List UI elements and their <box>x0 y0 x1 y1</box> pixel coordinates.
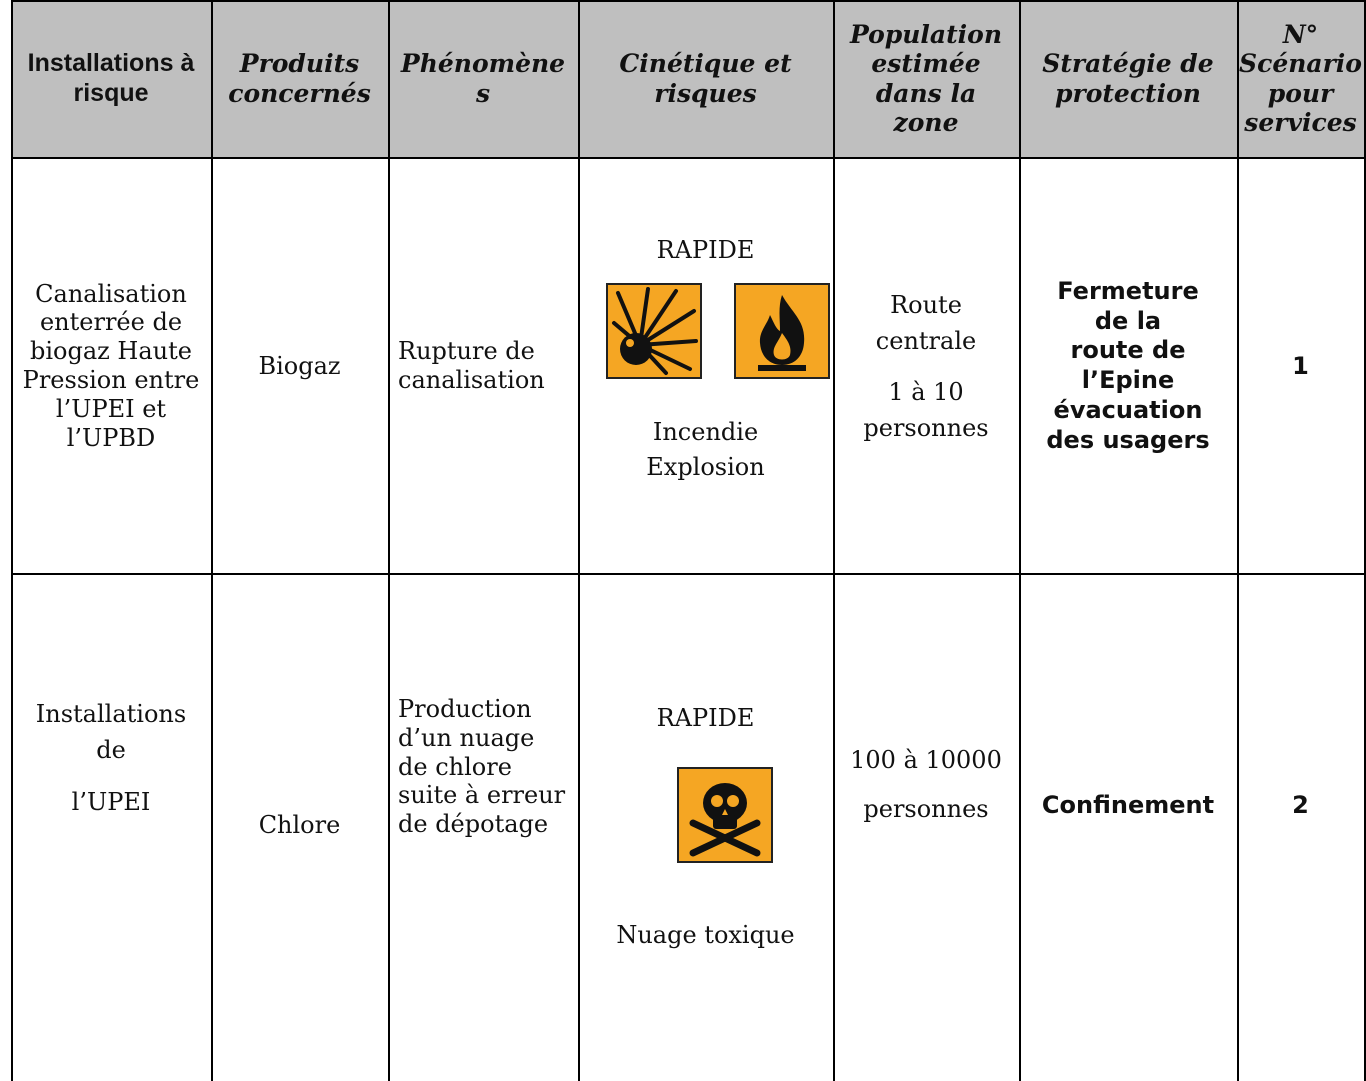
header-scenario <box>1237 0 1364 157</box>
row1-installation-line: Pression entre <box>22 366 200 394</box>
row2-installation-line: Installations <box>35 699 187 728</box>
row2-population-count-line: personnes <box>863 795 989 823</box>
row2-population-count-line: 100 à 10000 <box>850 745 1002 774</box>
row1-risk-line: Incendie <box>652 418 759 447</box>
row2-installation <box>11 690 211 825</box>
header-phenomenes-label-line2: s <box>475 78 491 108</box>
row2-strategie-line: Confinement <box>1041 790 1215 819</box>
row1-cinetique-risk <box>578 410 833 490</box>
row1-strategie-line: évacuation <box>1053 395 1203 424</box>
flame-icon <box>734 283 830 379</box>
row1-strategie-line: des usagers <box>1046 425 1210 454</box>
row1-risk-line: Explosion <box>646 453 765 481</box>
row2-scenario-number: 2 <box>1292 790 1309 819</box>
row2-phenomene-line: Production <box>398 695 532 723</box>
row1-strategie-line: route de <box>1070 336 1186 365</box>
row2-produit-label: Chlore <box>258 810 341 839</box>
header-installations-label: Installations à risque <box>27 49 195 107</box>
row1-population-count-line: 1 à 10 <box>888 377 964 406</box>
row1-scenario <box>1237 159 1364 573</box>
row1-cinetique-speed <box>578 230 833 270</box>
header-installations <box>11 0 211 157</box>
row2-scenario <box>1237 575 1364 1035</box>
header-population <box>833 0 1019 157</box>
row2-population-count <box>833 735 1019 835</box>
header-cinetique-label: Cinétique et risques <box>619 49 792 108</box>
row2-cinetique-speed-label: RAPIDE <box>656 703 755 732</box>
row2-cinetique-risk <box>578 915 833 955</box>
header-population-label: Population estimée dans la zone <box>849 19 1003 137</box>
header-produits <box>211 0 388 157</box>
row1-installation-line: biogaz Haute <box>30 337 192 366</box>
row1-strategie-line: Fermeture <box>1057 276 1199 305</box>
row1-installation-line: Canalisation <box>35 279 187 308</box>
row1-strategie-line: l’Epine <box>1081 366 1175 394</box>
row1-population-line: Route <box>890 290 962 319</box>
row1-population-line: centrale <box>875 326 977 355</box>
row1-population-location <box>833 285 1019 360</box>
row1-scenario-number: 1 <box>1292 351 1309 380</box>
header-strategie <box>1019 0 1237 157</box>
explosion-icon <box>606 283 702 379</box>
row1-population-count-line: personnes <box>863 413 989 442</box>
header-phenomenes-label-line1: Phénomène <box>400 49 566 78</box>
row2-strategie <box>1019 575 1237 1035</box>
header-strategie-label: Stratégie de protection <box>1042 49 1214 108</box>
row1-produit <box>211 159 388 573</box>
row1-installation <box>11 159 211 573</box>
row1-installation-line: l’UPBD <box>66 423 156 452</box>
header-phenomenes <box>388 0 578 157</box>
row1-produit-label: Biogaz <box>258 351 341 380</box>
row1-phenomene-line: canalisation <box>398 366 545 394</box>
row1-strategie <box>1019 159 1237 573</box>
header-produits-label: Produits concernés <box>228 49 371 108</box>
row1-installation-line: enterrée de <box>39 308 183 337</box>
row2-phenomene-line: d’un nuage <box>398 723 535 752</box>
row2-phenomene-line: de chlore <box>398 752 512 781</box>
row1-phenomene-line: Rupture de <box>398 337 535 366</box>
row1-cinetique-speed-label: RAPIDE <box>656 235 755 264</box>
risk-table <box>11 0 1366 1081</box>
row1-installation-line: l’UPEI et <box>55 394 167 423</box>
column-divider <box>833 0 835 1081</box>
row2-phenomene-line: de dépotage <box>398 810 549 839</box>
row2-installation-line: de <box>96 735 126 764</box>
skull-crossbones-icon <box>677 767 773 863</box>
row2-phenomene <box>388 695 578 880</box>
row2-phenomene-line: suite à erreur <box>398 781 566 810</box>
row2-produit <box>211 575 388 1075</box>
row2-cinetique-speed <box>578 698 833 738</box>
row1-strategie-line: de la <box>1094 306 1162 335</box>
header-scenario-label: N° Scénario pour services <box>1239 19 1362 137</box>
row2-installation-line: l’UPEI <box>71 787 151 816</box>
row1-population-count <box>833 372 1019 447</box>
row2-risk-line: Nuage toxique <box>616 920 795 949</box>
row1-phenomene <box>388 159 578 573</box>
header-cinetique <box>578 0 833 157</box>
